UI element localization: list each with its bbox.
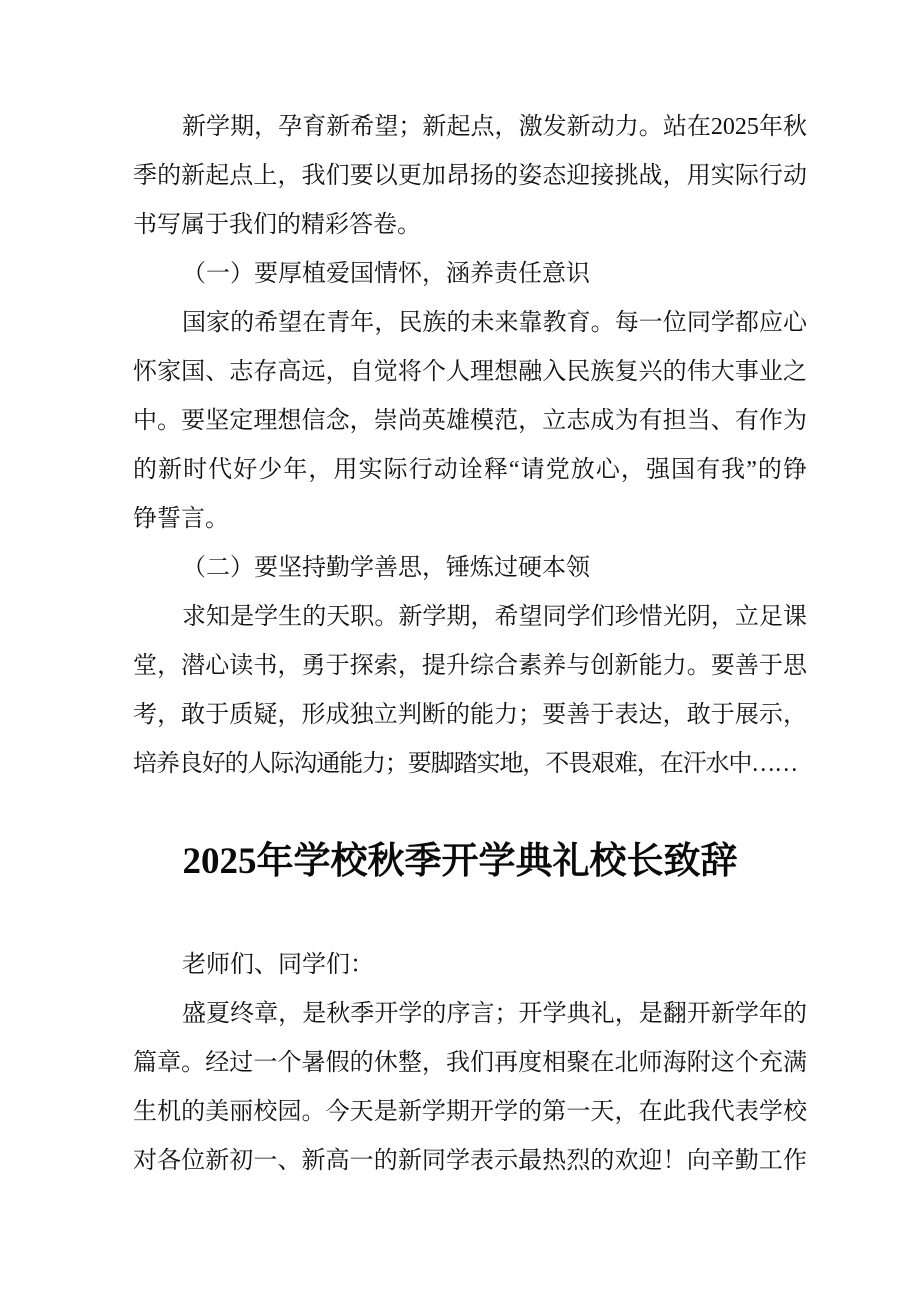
paragraph-line: 求知是学生的天职。新学期，希望同学们珍惜光阴，立足课 xyxy=(182,604,807,630)
paragraph-line: 培养良好的人际沟通能力；要脚踏实地，不畏艰难，在汗水中…… xyxy=(133,751,798,777)
paragraph-line: 书写属于我们的精彩答卷。 xyxy=(133,212,421,238)
document-body-upper xyxy=(133,103,807,789)
paragraph-line: 怀家国、志存高远，自觉将个人理想融入民族复兴的伟大事业之 xyxy=(133,359,807,385)
document-body-lower xyxy=(133,941,807,1186)
paragraph-line: 国家的希望在青年，民族的未来靠教育。每一位同学都应心 xyxy=(182,310,807,336)
paragraph-line: 对各位新初一、新高一的新同学表示最热烈的欢迎！向辛勤工作 xyxy=(133,1148,807,1174)
paragraph-line: 堂，潜心读书，勇于探索，提升综合素养与创新能力。要善于思 xyxy=(133,653,807,679)
paragraph-line: 季的新起点上，我们要以更加昂扬的姿态迎接挑战，用实际行动 xyxy=(133,163,807,189)
paragraph-line: 中。要坚定理想信念，崇尚英雄模范，立志成为有担当、有作为 xyxy=(133,408,807,434)
paragraph-line: 新学期，孕育新希望；新起点，激发新动力。站在2025年秋 xyxy=(182,114,807,140)
section-heading-2: （二）要坚持勤学善思，锤炼过硬本领 xyxy=(182,555,590,581)
paragraph-line: 考，敢于质疑，形成独立判断的能力；要善于表达，敢于展示， xyxy=(133,702,807,728)
document-title: 2025年学校秋季开学典礼校长致辞 xyxy=(182,841,738,882)
paragraph-line: 的新时代好少年，用实际行动诠释“请党放心，强国有我”的铮 xyxy=(133,457,807,483)
paragraph-line: 盛夏终章，是秋季开学的序言；开学典礼，是翻开新学年的 xyxy=(182,1001,807,1027)
section-heading-1: （一）要厚植爱国情怀，涵养责任意识 xyxy=(182,261,590,287)
salutation-line: 老师们、同学们： xyxy=(182,952,374,978)
paragraph-line: 铮誓言。 xyxy=(133,506,229,532)
paragraph-line: 篇章。经过一个暑假的休整，我们再度相聚在北师海附这个充满 xyxy=(133,1050,807,1076)
paragraph-line: 生机的美丽校园。今天是新学期开学的第一天，在此我代表学校 xyxy=(133,1099,807,1125)
